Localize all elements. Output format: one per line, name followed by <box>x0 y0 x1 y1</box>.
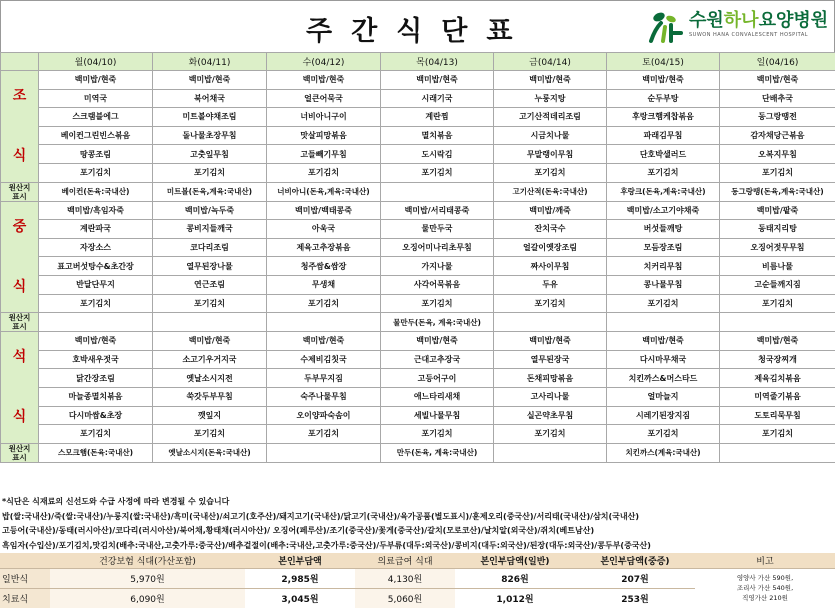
origin-info: 동그랑땡(돈육,계육:국내산) <box>720 182 835 201</box>
price-header-cell: 본인부담액 <box>245 553 355 568</box>
menu-item: 사각어묵볶음 <box>381 275 494 294</box>
price-remark-text: 영양사 가산 590원, 조리사 가산 540원, 직영가산 210원 <box>736 574 794 603</box>
menu-item: 숙주나물무침 <box>267 387 381 406</box>
lunch-row <box>1 220 835 239</box>
menu-item: 고사리나물 <box>494 387 607 406</box>
dinner-row <box>1 369 835 388</box>
menu-item: 다시마쌈&초장 <box>39 406 153 425</box>
menu-item: 닭간장조림 <box>39 369 153 388</box>
menu-item: 고기산적데리조림 <box>494 108 607 127</box>
page-title: 주간식단표 <box>306 16 532 47</box>
origin-info <box>494 443 607 462</box>
breakfast-row <box>1 163 835 182</box>
dinner-label: 석 식 <box>1 332 39 444</box>
menu-item: 돈채피망볶음 <box>494 369 607 388</box>
origin-info <box>720 443 835 462</box>
price-remark <box>695 568 835 608</box>
menu-item: 고순들깨지짐 <box>720 275 835 294</box>
menu-item: 두유 <box>494 275 607 294</box>
menu-item: 청주쌈&쌈장 <box>267 257 381 276</box>
copay-severe-price: 253원 <box>575 588 695 608</box>
breakfast-origin-row <box>1 182 835 201</box>
menu-item: 백미밥/현죽 <box>39 71 153 90</box>
menu-item: 잔치국수 <box>494 220 607 239</box>
lunch-row <box>1 238 835 257</box>
menu-item: 포기김치 <box>720 425 835 444</box>
menu-item: 비름나물 <box>720 257 835 276</box>
menu-item: 순두부탕 <box>607 89 720 108</box>
price-header-cell <box>0 553 50 568</box>
menu-item: 고들빼기무침 <box>267 145 381 164</box>
menu-item: 실곤약초무침 <box>494 406 607 425</box>
menu-item: 백미밥/깨죽 <box>494 201 607 220</box>
origin-info <box>39 313 153 332</box>
menu-item: 얼마늘지 <box>607 387 720 406</box>
hospital-name-part: 수원 <box>689 10 724 31</box>
origin-info <box>381 182 494 201</box>
menu-item: 땅콩조림 <box>39 145 153 164</box>
menu-item: 오징어젓무무침 <box>720 238 835 257</box>
menu-item: 도시락김 <box>381 145 494 164</box>
day-header: 목(04/13) <box>381 53 494 71</box>
menu-item: 백미밥/현죽 <box>153 332 267 351</box>
menu-item: 연근조림 <box>153 275 267 294</box>
origin-info <box>494 313 607 332</box>
menu-item: 후랑크햄케찹볶음 <box>607 108 720 127</box>
origin-label: 원산지 표시 <box>1 182 39 201</box>
origin-info <box>153 313 267 332</box>
medical-aid-price: 5,060원 <box>355 588 455 608</box>
menu-item: 시레기된장지짐 <box>607 406 720 425</box>
menu-item: 멸치볶음 <box>381 126 494 145</box>
lunch-label: 중 식 <box>1 201 39 313</box>
menu-item: 버섯들깨탕 <box>607 220 720 239</box>
menu-item: 마늘종멸치볶음 <box>39 387 153 406</box>
price-header-row <box>0 553 835 568</box>
price-header-cell: 의료급여 식대 <box>355 553 455 568</box>
origin-info: 스모크햄(돈육:국내산) <box>39 443 153 462</box>
menu-item: 두부무지짐 <box>267 369 381 388</box>
menu-item: 백미밥/현죽 <box>153 71 267 90</box>
menu-item: 얼큰어묵국 <box>267 89 381 108</box>
menu-item: 소고기우거지국 <box>153 350 267 369</box>
menu-item: 청국장찌개 <box>720 350 835 369</box>
menu-item: 짜사이무침 <box>494 257 607 276</box>
page-header <box>0 0 835 52</box>
menu-item: 포기김치 <box>494 163 607 182</box>
notes-section <box>2 495 835 553</box>
menu-item: 콩비지들깨국 <box>153 220 267 239</box>
price-row <box>0 568 835 588</box>
weekly-menu-table <box>0 52 835 463</box>
dinner-row <box>1 425 835 444</box>
menu-item: 감자채당근볶음 <box>720 126 835 145</box>
menu-item: 백미밥/현죽 <box>381 71 494 90</box>
menu-item: 치킨까스&머스타드 <box>607 369 720 388</box>
menu-item: 포기김치 <box>39 163 153 182</box>
menu-item: 제육김치볶음 <box>720 369 835 388</box>
menu-item: 백미밥/흑임자죽 <box>39 201 153 220</box>
menu-item: 백미밥/현죽 <box>720 332 835 351</box>
origin-info: 옛날소시지(돈육:국내산) <box>153 443 267 462</box>
dinner-row <box>1 332 835 351</box>
breakfast-label: 조 식 <box>1 71 39 183</box>
hospital-logo <box>647 11 828 47</box>
menu-item: 표고버섯탕수&초간장 <box>39 257 153 276</box>
menu-item: 가지나물 <box>381 257 494 276</box>
origin-info: 베이컨(돈육:국내산) <box>39 182 153 201</box>
menu-item: 시래기국 <box>381 89 494 108</box>
hospital-name <box>689 11 828 31</box>
copay-general-price: 1,012원 <box>455 588 575 608</box>
menu-item: 포기김치 <box>607 294 720 313</box>
menu-item: 제육고추장볶음 <box>267 238 381 257</box>
origin-label: 원산지 표시 <box>1 443 39 462</box>
menu-item: 미역국 <box>39 89 153 108</box>
menu-item: 누룽지탕 <box>494 89 607 108</box>
menu-item: 다시마무채국 <box>607 350 720 369</box>
day-header: 월(04/10) <box>39 53 153 71</box>
menu-item: 콩나물무침 <box>607 275 720 294</box>
menu-item: 호박새우젓국 <box>39 350 153 369</box>
menu-item: 시금치나물 <box>494 126 607 145</box>
day-header: 토(04/15) <box>607 53 720 71</box>
origin-info: 치킨까스(계육:국내산) <box>607 443 720 462</box>
menu-item: 물만두국 <box>381 220 494 239</box>
hospital-name-part: 요양병원 <box>758 10 829 31</box>
menu-item: 자장소스 <box>39 238 153 257</box>
price-header-cell: 본인부담액(중증) <box>575 553 695 568</box>
origin-info <box>267 313 381 332</box>
origin-info: 미트볼(돈육,계육:국내산) <box>153 182 267 201</box>
menu-item: 포기김치 <box>153 425 267 444</box>
menu-item: 단배추국 <box>720 89 835 108</box>
menu-item: 근대고추장국 <box>381 350 494 369</box>
menu-item: 포기김치 <box>494 294 607 313</box>
menu-item: 백미밥/현죽 <box>267 71 381 90</box>
menu-item: 세빌나물무침 <box>381 406 494 425</box>
day-header-row <box>1 53 835 71</box>
day-header: 화(04/11) <box>153 53 267 71</box>
menu-item: 계란파국 <box>39 220 153 239</box>
menu-item: 돌나물초장무침 <box>153 126 267 145</box>
menu-item: 백미밥/소고기야채죽 <box>607 201 720 220</box>
menu-item: 무말랭이무침 <box>494 145 607 164</box>
menu-item: 베이컨그린빈스볶음 <box>39 126 153 145</box>
menu-item: 백미밥/현죽 <box>267 332 381 351</box>
menu-item: 포기김치 <box>153 294 267 313</box>
notice-text: *식단은 식재료의 신선도와 수급 사정에 따라 변경될 수 있습니다 <box>2 497 230 506</box>
menu-item: 포기김치 <box>720 163 835 182</box>
menu-item: 쑥갓두부무침 <box>153 387 267 406</box>
menu-item: 오복지무침 <box>720 145 835 164</box>
menu-item: 열무된장나물 <box>153 257 267 276</box>
dinner-origin-row <box>1 443 835 462</box>
day-header: 수(04/12) <box>267 53 381 71</box>
menu-item: 치커리무침 <box>607 257 720 276</box>
menu-item: 미트볼야채조림 <box>153 108 267 127</box>
menu-item: 아욱국 <box>267 220 381 239</box>
menu-item: 포기김치 <box>607 163 720 182</box>
menu-item: 백미밥/현죽 <box>494 71 607 90</box>
menu-item: 도토리묵무침 <box>720 406 835 425</box>
hospital-logo-icon <box>647 11 685 45</box>
hospital-english-name: SUWON HANA CONVALESCENT HOSPITAL <box>689 32 809 38</box>
lunch-row <box>1 294 835 313</box>
menu-item: 백미밥/현죽 <box>39 332 153 351</box>
breakfast-row <box>1 108 835 127</box>
lunch-row <box>1 257 835 276</box>
menu-item: 고춧잎무침 <box>153 145 267 164</box>
lunch-row <box>1 201 835 220</box>
menu-item: 포기김치 <box>381 425 494 444</box>
menu-item: 백미밥/녹두죽 <box>153 201 267 220</box>
origin-info: 너비아니(돈육,계육:국내산) <box>267 182 381 201</box>
menu-item: 얼갈이옛장조림 <box>494 238 607 257</box>
menu-item: 옛날소시지전 <box>153 369 267 388</box>
hospital-name-part: 하나 <box>723 10 759 31</box>
lunch-row <box>1 275 835 294</box>
menu-item: 포기김치 <box>39 294 153 313</box>
menu-item: 동그랑땡전 <box>720 108 835 127</box>
menu-item: 깻잎지 <box>153 406 267 425</box>
menu-item: 포기김치 <box>381 294 494 313</box>
menu-item: 맛살피망볶음 <box>267 126 381 145</box>
menu-item: 백미밥/현죽 <box>607 332 720 351</box>
origin-info <box>267 443 381 462</box>
menu-item: 반달단무지 <box>39 275 153 294</box>
copay-general-price: 826원 <box>455 568 575 588</box>
copay-price: 2,985원 <box>245 568 355 588</box>
menu-item: 계란찜 <box>381 108 494 127</box>
menu-item: 포기김치 <box>494 425 607 444</box>
corner-cell <box>1 53 39 71</box>
day-header: 금(04/14) <box>494 53 607 71</box>
price-header-cell: 본인부담액(일반) <box>455 553 575 568</box>
menu-item: 너비아니구이 <box>267 108 381 127</box>
menu-item: 백미밥/서리태콩죽 <box>381 201 494 220</box>
breakfast-row <box>1 145 835 164</box>
menu-item: 포기김치 <box>267 294 381 313</box>
menu-item: 북어채국 <box>153 89 267 108</box>
menu-item: 백미밥/팥죽 <box>720 201 835 220</box>
menu-item: 포기김치 <box>39 425 153 444</box>
insurance-price: 5,970원 <box>50 568 245 588</box>
menu-item: 동태지리탕 <box>720 220 835 239</box>
origin-info-line: 흑임자(수입산)/포기김치,맛김치(배추:국내산,고춧가루:중국산)/배추겉절이(배추:국내산,고춧가루:중국산)/두부류(대두:외국산)/콩비지(대두:외국산)/된장(대두:외국산)/콩두부(중국산) <box>2 540 651 550</box>
menu-item: 백미밥/백태콩죽 <box>267 201 381 220</box>
menu-item: 애느타리새채 <box>381 387 494 406</box>
menu-item: 포기김치 <box>381 163 494 182</box>
price-header-cell: 비고 <box>695 553 835 568</box>
copay-price: 3,045원 <box>245 588 355 608</box>
origin-info: 만두(돈육, 계육:국내산) <box>381 443 494 462</box>
menu-item: 열무된장국 <box>494 350 607 369</box>
menu-item: 포기김치 <box>153 163 267 182</box>
price-row-label: 치료식 <box>0 588 50 608</box>
menu-item: 무생채 <box>267 275 381 294</box>
menu-item: 스크램블에그 <box>39 108 153 127</box>
menu-item: 포기김치 <box>267 163 381 182</box>
hospital-logo-text <box>689 11 828 38</box>
dinner-row <box>1 387 835 406</box>
price-header-cell: 건강보험 식대(가산포함) <box>50 553 245 568</box>
origin-info: 물만두(돈육, 계육:국내산) <box>381 313 494 332</box>
day-header: 일(04/16) <box>720 53 835 71</box>
menu-item: 수제비김칫국 <box>267 350 381 369</box>
lunch-origin-row <box>1 313 835 332</box>
menu-item: 모듬장조림 <box>607 238 720 257</box>
origin-info: 후랑크(돈육,계육:국내산) <box>607 182 720 201</box>
menu-item: 오징어미나리초무침 <box>381 238 494 257</box>
dinner-row <box>1 406 835 425</box>
menu-item: 백미밥/현죽 <box>720 71 835 90</box>
menu-item: 고등어구이 <box>381 369 494 388</box>
meal-price-table <box>0 553 835 608</box>
breakfast-row <box>1 89 835 108</box>
menu-item: 미역줄기볶음 <box>720 387 835 406</box>
menu-item: 코다리조림 <box>153 238 267 257</box>
menu-item: 포기김치 <box>607 425 720 444</box>
origin-label: 원산지 표시 <box>1 313 39 332</box>
menu-item: 오이양파숙솜이 <box>267 406 381 425</box>
menu-item: 포기김치 <box>720 294 835 313</box>
origin-info <box>720 313 835 332</box>
menu-item: 포기김치 <box>267 425 381 444</box>
breakfast-row <box>1 71 835 90</box>
menu-item: 백미밥/현죽 <box>381 332 494 351</box>
insurance-price: 6,090원 <box>50 588 245 608</box>
copay-severe-price: 207원 <box>575 568 695 588</box>
menu-item: 백미밥/현죽 <box>607 71 720 90</box>
medical-aid-price: 4,130원 <box>355 568 455 588</box>
origin-info-line: 고등어(국내산)/동태(러시아산)/코다리(러시아산)/북어채,황태채(러시아산)/ 오징어(페루산)/조기(중국산)/꽃게(중국산)/갈치(모로코산)/날치알(외국산)/쥐치(베트남산) <box>2 526 595 536</box>
origin-info <box>607 313 720 332</box>
menu-item: 단호박샐러드 <box>607 145 720 164</box>
menu-item: 백미밥/현죽 <box>494 332 607 351</box>
breakfast-row <box>1 126 835 145</box>
origin-info-line: 밥(쌀:국내산)/죽(쌀:국내산)/누룽지(쌀:국내산)/흑미(국내산)/쇠고기(호주산)/돼지고기(국내산)/닭고기(국내산)/육가공품(별도표시)/훈제오리(중국산)/서리태(국내산)/삼치(국내산) <box>2 511 640 521</box>
price-row-label: 일반식 <box>0 568 50 588</box>
origin-info: 고기산적(돈육:국내산) <box>494 182 607 201</box>
dinner-row <box>1 350 835 369</box>
menu-item: 파래김무침 <box>607 126 720 145</box>
